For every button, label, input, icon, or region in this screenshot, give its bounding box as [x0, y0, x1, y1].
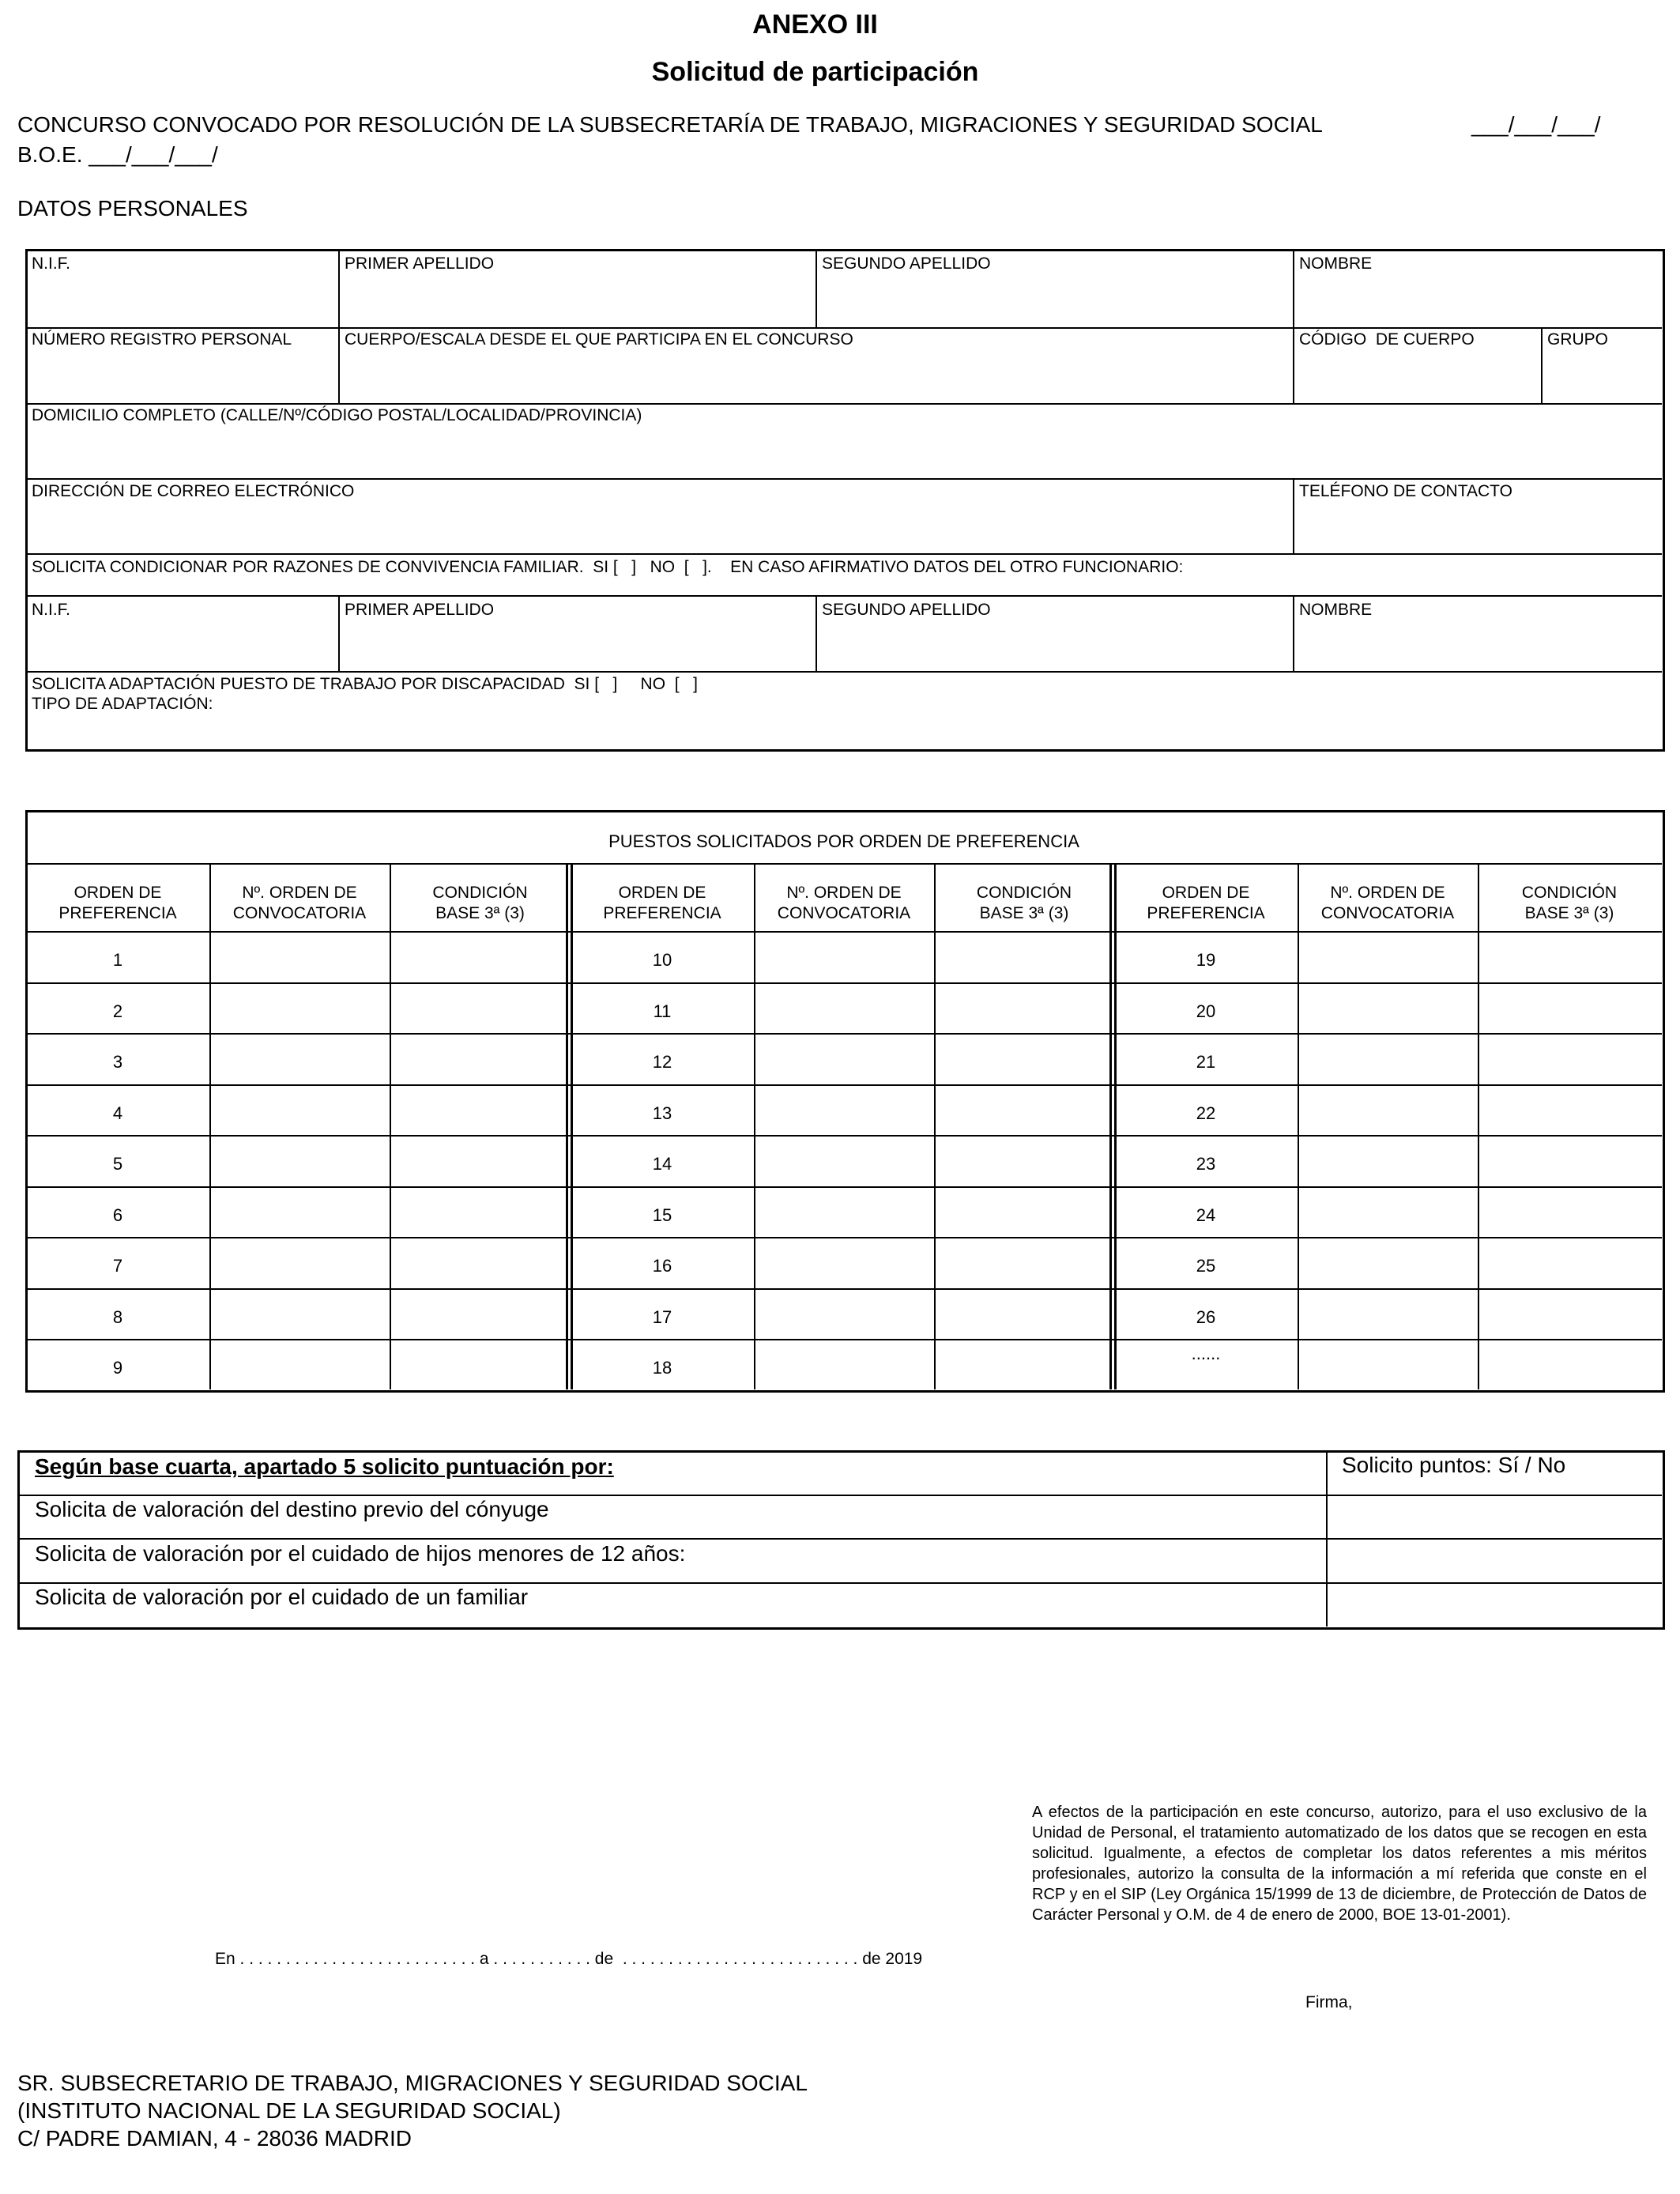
preference-number: 5: [112, 1154, 123, 1174]
preference-number: 19: [1196, 950, 1216, 970]
call-order-input[interactable]: [1300, 1239, 1475, 1286]
preference-number: 26: [1196, 1306, 1216, 1327]
call-order-header: Nº. ORDEN DE: [786, 884, 902, 902]
other-name-field[interactable]: NOMBRE: [1299, 601, 1373, 619]
children-care-row: Solicita de valoración por el cuidado de hijos menores de 12 años:: [35, 1541, 686, 1566]
preference-number: 18: [652, 1358, 672, 1378]
condition-input[interactable]: [1480, 1239, 1659, 1286]
condition-input[interactable]: [1480, 1291, 1659, 1337]
call-order-input[interactable]: [212, 1239, 387, 1286]
name-field[interactable]: NOMBRE: [1299, 254, 1373, 273]
other-first-surname-field[interactable]: PRIMER APELLIDO: [345, 601, 495, 619]
preference-number: 10: [652, 950, 672, 970]
preference-number: 4: [112, 1103, 123, 1123]
order-preference-header: ORDEN DE: [73, 884, 162, 902]
call-order-input[interactable]: [756, 1087, 932, 1133]
signature-label: Firma,: [1305, 1993, 1353, 2011]
preference-number: 20: [1196, 1001, 1216, 1021]
call-order-input[interactable]: [1300, 1137, 1475, 1184]
call-order-input[interactable]: [756, 1291, 932, 1337]
family-condition-field[interactable]: SOLICITA CONDICIONAR POR RAZONES DE CONVIVENCIA FAMILIAR. SI [ ] NO [ ]. EN CASO AFIRMATIVO DATOS DEL OTRO FUNCIONARIO:: [32, 558, 1184, 576]
order-preference-header: PREFERENCIA: [1147, 904, 1265, 922]
condition-input[interactable]: [392, 985, 568, 1031]
boe-line[interactable]: B.O.E. ___/___/___/: [17, 142, 218, 167]
call-order-header: Nº. ORDEN DE: [1330, 884, 1445, 902]
condition-input[interactable]: [1480, 1035, 1659, 1082]
disability-adaptation-field[interactable]: SOLICITA ADAPTACIÓN PUESTO DE TRABAJO POR DISCAPACIDAD SI [ ] NO [ ]: [32, 675, 698, 693]
condition-input[interactable]: [392, 1189, 568, 1235]
preference-number: 25: [1196, 1256, 1216, 1276]
call-order-input[interactable]: [1300, 1189, 1475, 1235]
contest-date[interactable]: ___/___/___/: [1471, 112, 1601, 137]
condition-input[interactable]: [1480, 933, 1659, 980]
call-order-input[interactable]: [212, 1087, 387, 1133]
call-order-input[interactable]: [1300, 1341, 1475, 1388]
preference-number: 15: [652, 1204, 672, 1225]
call-order-input[interactable]: [1300, 1035, 1475, 1082]
other-second-surname-field[interactable]: SEGUNDO APELLIDO: [822, 601, 991, 619]
condition-header: CONDICIÓN: [1521, 884, 1618, 902]
registry-number-field[interactable]: NÚMERO REGISTRO PERSONAL: [32, 330, 292, 349]
call-order-input[interactable]: [212, 1137, 387, 1184]
annex-title: ANEXO III: [752, 9, 878, 40]
call-order-header: CONVOCATORIA: [777, 904, 911, 922]
call-order-input[interactable]: [756, 1341, 932, 1388]
preference-number: 13: [652, 1103, 672, 1123]
condition-input[interactable]: [392, 933, 568, 980]
call-order-input[interactable]: [212, 985, 387, 1031]
condition-input[interactable]: [936, 1137, 1112, 1184]
condition-input[interactable]: [392, 1341, 568, 1388]
corps-code-field[interactable]: CÓDIGO DE CUERPO: [1299, 330, 1475, 349]
preference-number: 8: [112, 1306, 123, 1327]
preference-number: 24: [1196, 1204, 1216, 1225]
children-care-answer[interactable]: [1328, 1540, 1659, 1581]
addressee-line-3: C/ PADRE DAMIAN, 4 - 28036 MADRID: [17, 2126, 412, 2151]
call-order-header: CONVOCATORIA: [232, 904, 367, 922]
call-order-input[interactable]: [1300, 985, 1475, 1031]
condition-input[interactable]: [1480, 1087, 1659, 1133]
family-care-row: Solicita de valoración por el cuidado de un familiar: [35, 1585, 529, 1609]
adaptation-type-field[interactable]: TIPO DE ADAPTACIÓN:: [32, 695, 213, 713]
preference-number: 16: [652, 1256, 672, 1276]
condition-input[interactable]: [936, 1291, 1112, 1337]
positions-table-title: PUESTOS SOLICITADOS POR ORDEN DE PREFERENCIA: [608, 831, 1079, 851]
group-field[interactable]: GRUPO: [1547, 330, 1609, 349]
preference-number: 21: [1196, 1052, 1216, 1072]
call-order-input[interactable]: [756, 1239, 932, 1286]
condition-input[interactable]: [936, 1189, 1112, 1235]
call-order-input[interactable]: [212, 1189, 387, 1235]
preference-number: 17: [652, 1306, 672, 1327]
preference-number: 7: [112, 1256, 123, 1276]
addressee-line-1: SR. SUBSECRETARIO DE TRABAJO, MIGRACIONES Y SEGURIDAD SOCIAL: [17, 2071, 808, 2095]
order-preference-header: PREFERENCIA: [58, 904, 177, 922]
nif-field[interactable]: N.I.F.: [32, 254, 71, 273]
preference-number: 3: [112, 1052, 123, 1072]
condition-input[interactable]: [936, 1239, 1112, 1286]
condition-input[interactable]: [1480, 1189, 1659, 1235]
preference-number: 2: [112, 1001, 123, 1021]
preference-number: 6: [112, 1204, 123, 1225]
condition-header: CONDICIÓN: [976, 884, 1072, 902]
call-order-input[interactable]: [756, 985, 932, 1031]
other-nif-field[interactable]: N.I.F.: [32, 601, 71, 619]
call-order-input[interactable]: [212, 1341, 387, 1388]
order-preference-header: ORDEN DE: [1162, 884, 1250, 902]
condition-input[interactable]: [392, 1137, 568, 1184]
call-order-input[interactable]: [212, 1291, 387, 1337]
condition-header: BASE 3ª (3): [435, 904, 525, 922]
points-heading: Según base cuarta, apartado 5 solicito puntuación por:: [35, 1454, 614, 1479]
condition-input[interactable]: [936, 933, 1112, 980]
condition-input[interactable]: [1480, 985, 1659, 1031]
points-column-header: Solicito puntos: Sí / No: [1342, 1453, 1566, 1477]
phone-field[interactable]: TELÉFONO DE CONTACTO: [1299, 482, 1512, 500]
place-date-line[interactable]: En . . . . . . . . . . . . . . . . . . . . . . . . . . a . . . . . . . . . . . de . . . . . . . . . . . . . . . . . . . . . . . . . . de 2019: [215, 1950, 923, 1968]
preference-number: ......: [1191, 1344, 1221, 1363]
email-field[interactable]: DIRECCIÓN DE CORREO ELECTRÓNICO: [32, 482, 355, 500]
order-preference-header: ORDEN DE: [618, 884, 706, 902]
call-order-input[interactable]: [756, 1035, 932, 1082]
condition-header: CONDICIÓN: [432, 884, 528, 902]
preference-number: 22: [1196, 1103, 1216, 1123]
condition-header: BASE 3ª (3): [1524, 904, 1614, 922]
condition-input[interactable]: [936, 1341, 1112, 1388]
condition-input[interactable]: [1480, 1137, 1659, 1184]
preference-number: 9: [112, 1358, 123, 1378]
section-personal-data: DATOS PERSONALES: [17, 196, 248, 221]
preference-number: 11: [653, 1001, 672, 1021]
call-order-input[interactable]: [212, 1035, 387, 1082]
second-surname-field[interactable]: SEGUNDO APELLIDO: [822, 254, 991, 273]
call-order-input[interactable]: [1300, 1291, 1475, 1337]
call-order-header: Nº. ORDEN DE: [242, 884, 357, 902]
call-order-input[interactable]: [756, 933, 932, 980]
call-order-input[interactable]: [756, 1189, 932, 1235]
call-order-header: CONVOCATORIA: [1320, 904, 1455, 922]
consent-text: A efectos de la participación en este concurso, autorizo, para el uso exclusivo de la Unidad de Personal, el tratamiento automatizado de los datos que se recogen en esta solicitud. Igualmente, a efectos de completar los datos referentes a mis méritos profesionales, autorizo la consulta de la información a mí referida que conste en el RCP y en el SIP (Ley Orgánica 15/1999 de 13 de diciembre, de Protección de Datos de Carácter Personal y O.M. de 4 de enero de 2000, BOE 13-01-2001).: [1032, 1804, 1647, 1924]
call-order-input[interactable]: [1300, 933, 1475, 980]
condition-input[interactable]: [936, 1035, 1112, 1082]
spouse-destination-answer[interactable]: [1328, 1496, 1659, 1537]
call-order-input[interactable]: [212, 933, 387, 980]
condition-input[interactable]: [392, 1035, 568, 1082]
contest-line: CONCURSO CONVOCADO POR RESOLUCIÓN DE LA SUBSECRETARÍA DE TRABAJO, MIGRACIONES Y SEGURIDAD SOCIAL: [17, 112, 1323, 137]
condition-input[interactable]: [1480, 1341, 1659, 1388]
condition-input[interactable]: [936, 1087, 1112, 1133]
condition-input[interactable]: [392, 1087, 568, 1133]
order-preference-header: PREFERENCIA: [603, 904, 721, 922]
preference-number: 12: [652, 1052, 672, 1072]
first-surname-field[interactable]: PRIMER APELLIDO: [345, 254, 495, 273]
spouse-destination-row: Solicita de valoración del destino previo del cónyuge: [35, 1497, 549, 1521]
address-field[interactable]: DOMICILIO COMPLETO (CALLE/Nº/CÓDIGO POSTAL/LOCALIDAD/PROVINCIA): [32, 406, 642, 424]
preference-number: 23: [1196, 1154, 1216, 1174]
condition-input[interactable]: [392, 1291, 568, 1337]
corps-field[interactable]: CUERPO/ESCALA DESDE EL QUE PARTICIPA EN EL CONCURSO: [345, 330, 853, 349]
form-subtitle: Solicitud de participación: [651, 57, 979, 87]
family-care-answer[interactable]: [1328, 1584, 1659, 1625]
preference-number: 14: [652, 1154, 672, 1174]
preference-number: 1: [112, 950, 123, 970]
call-order-input[interactable]: [1300, 1087, 1475, 1133]
call-order-input[interactable]: [756, 1137, 932, 1184]
addressee-line-2: (INSTITUTO NACIONAL DE LA SEGURIDAD SOCIAL): [17, 2098, 561, 2123]
condition-header: BASE 3ª (3): [979, 904, 1069, 922]
condition-input[interactable]: [936, 985, 1112, 1031]
condition-input[interactable]: [392, 1239, 568, 1286]
